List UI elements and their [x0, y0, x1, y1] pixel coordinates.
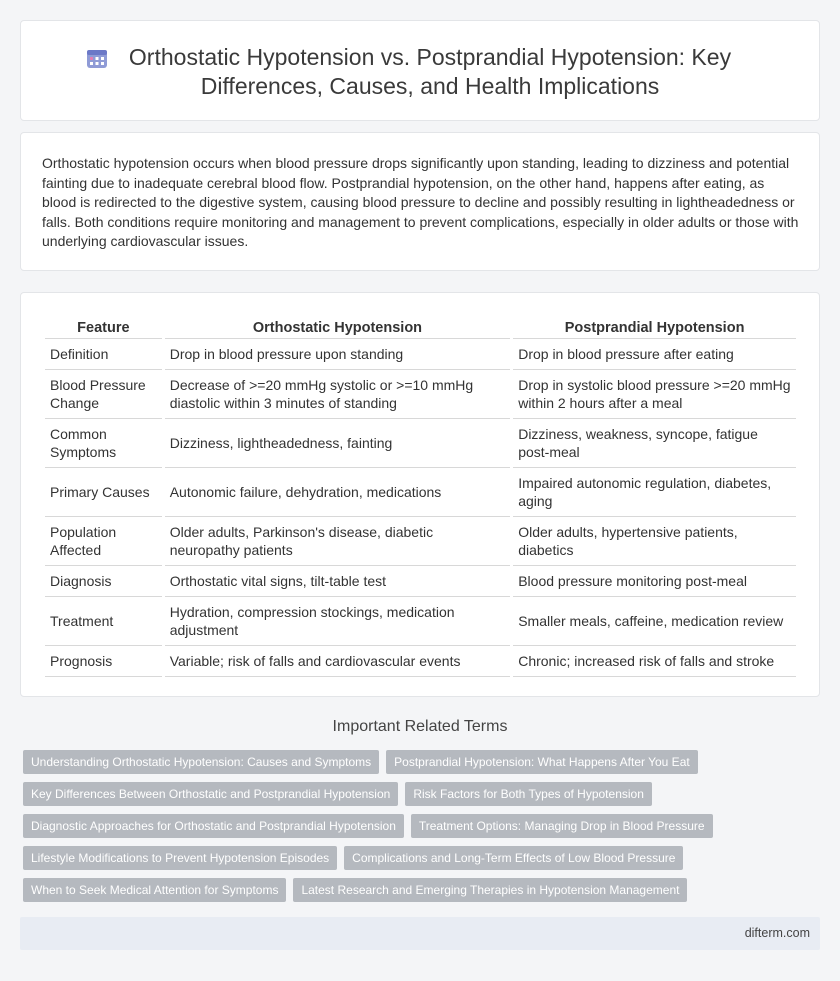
tag-row: [23, 846, 823, 870]
feature-cell: Population Affected: [45, 517, 162, 566]
column-header: Postprandial Hypotension: [513, 314, 796, 339]
table-row: [45, 419, 796, 468]
footer: [20, 917, 820, 950]
intro-card: [20, 132, 820, 271]
table-row: [45, 517, 796, 566]
related-term-link[interactable]: Latest Research and Emerging Therapies in Hypotension Management: [293, 878, 687, 902]
orthostatic-cell: Autonomic failure, dehydration, medications: [165, 468, 510, 517]
related-term-link[interactable]: Postprandial Hypotension: What Happens After You Eat: [386, 750, 698, 774]
table-row: [45, 339, 796, 370]
table-row: [45, 566, 796, 597]
table-header-row: [45, 314, 796, 339]
calendar-icon: [86, 47, 108, 69]
related-term-link[interactable]: Risk Factors for Both Types of Hypotension: [405, 782, 652, 806]
page-title-line-2: Differences, Causes, and Health Implications: [200, 73, 660, 99]
feature-cell: Primary Causes: [45, 468, 162, 517]
related-term-link[interactable]: Lifestyle Modifications to Prevent Hypotension Episodes: [23, 846, 337, 870]
postprandial-cell: Older adults, hypertensive patients, diabetics: [513, 517, 796, 566]
tag-row: [23, 814, 823, 838]
postprandial-cell: Impaired autonomic regulation, diabetes, aging: [513, 468, 796, 517]
related-term-link[interactable]: Understanding Orthostatic Hypotension: Causes and Symptoms: [23, 750, 379, 774]
page-title-line-1: Orthostatic Hypotension vs. Postprandial Hypotension: Key: [128, 44, 732, 70]
table-row: [45, 370, 796, 419]
feature-cell: Common Symptoms: [45, 419, 162, 468]
table-row: [45, 646, 796, 677]
table-row: [45, 468, 796, 517]
postprandial-cell: Chronic; increased risk of falls and stroke: [513, 646, 796, 677]
related-term-link[interactable]: Diagnostic Approaches for Orthostatic and Postprandial Hypotension: [23, 814, 404, 838]
page-title: [110, 43, 750, 101]
related-terms-heading: Important Related Terms: [332, 718, 508, 735]
orthostatic-cell: Dizziness, lightheadedness, fainting: [165, 419, 510, 468]
tag-row: [23, 878, 823, 902]
orthostatic-cell: Hydration, compression stockings, medication adjustment: [165, 597, 510, 646]
postprandial-cell: Smaller meals, caffeine, medication review: [513, 597, 796, 646]
footer-site-link[interactable]: difterm.com: [744, 926, 810, 940]
orthostatic-cell: Decrease of >=20 mmHg systolic or >=10 mmHg diastolic within 3 minutes of standing: [165, 370, 510, 419]
postprandial-cell: Blood pressure monitoring post-meal: [513, 566, 796, 597]
postprandial-cell: Dizziness, weakness, syncope, fatigue post-meal: [513, 419, 796, 468]
feature-cell: Prognosis: [45, 646, 162, 677]
related-term-link[interactable]: Complications and Long-Term Effects of Low Blood Pressure: [344, 846, 683, 870]
postprandial-cell: Drop in blood pressure after eating: [513, 339, 796, 370]
comparison-table-card: [20, 292, 820, 697]
related-term-link[interactable]: Treatment Options: Managing Drop in Blood Pressure: [411, 814, 713, 838]
column-header: Orthostatic Hypotension: [165, 314, 510, 339]
column-header: Feature: [45, 314, 162, 339]
related-term-link[interactable]: Key Differences Between Orthostatic and Postprandial Hypotension: [23, 782, 398, 806]
feature-cell: Definition: [45, 339, 162, 370]
comparison-table: [42, 314, 799, 677]
postprandial-cell: Drop in systolic blood pressure >=20 mmHg within 2 hours after a meal: [513, 370, 796, 419]
orthostatic-cell: Variable; risk of falls and cardiovascular events: [165, 646, 510, 677]
orthostatic-cell: Older adults, Parkinson's disease, diabetic neuropathy patients: [165, 517, 510, 566]
intro-paragraph: Orthostatic hypotension occurs when blood pressure drops significantly upon standing, leading to dizziness and potential fainting due to inadequate cerebral blood flow. Postprandial hypotension, on the other hand, happens after eating, as blood is redirected to the digestive system, causing blood pressure to decline and possibly resulting in lightheadedness or falls. Both conditions require monitoring and management to prevent complications, especially in older adults or those with underlying cardiovascular issues.: [42, 155, 799, 249]
orthostatic-cell: Orthostatic vital signs, tilt-table test: [165, 566, 510, 597]
orthostatic-cell: Drop in blood pressure upon standing: [165, 339, 510, 370]
related-terms-list: [23, 750, 823, 910]
related-term-link[interactable]: When to Seek Medical Attention for Symptoms: [23, 878, 286, 902]
tag-row: [23, 750, 823, 774]
feature-cell: Diagnosis: [45, 566, 162, 597]
table-row: [45, 597, 796, 646]
feature-cell: Treatment: [45, 597, 162, 646]
tag-row: [23, 782, 823, 806]
feature-cell: Blood Pressure Change: [45, 370, 162, 419]
